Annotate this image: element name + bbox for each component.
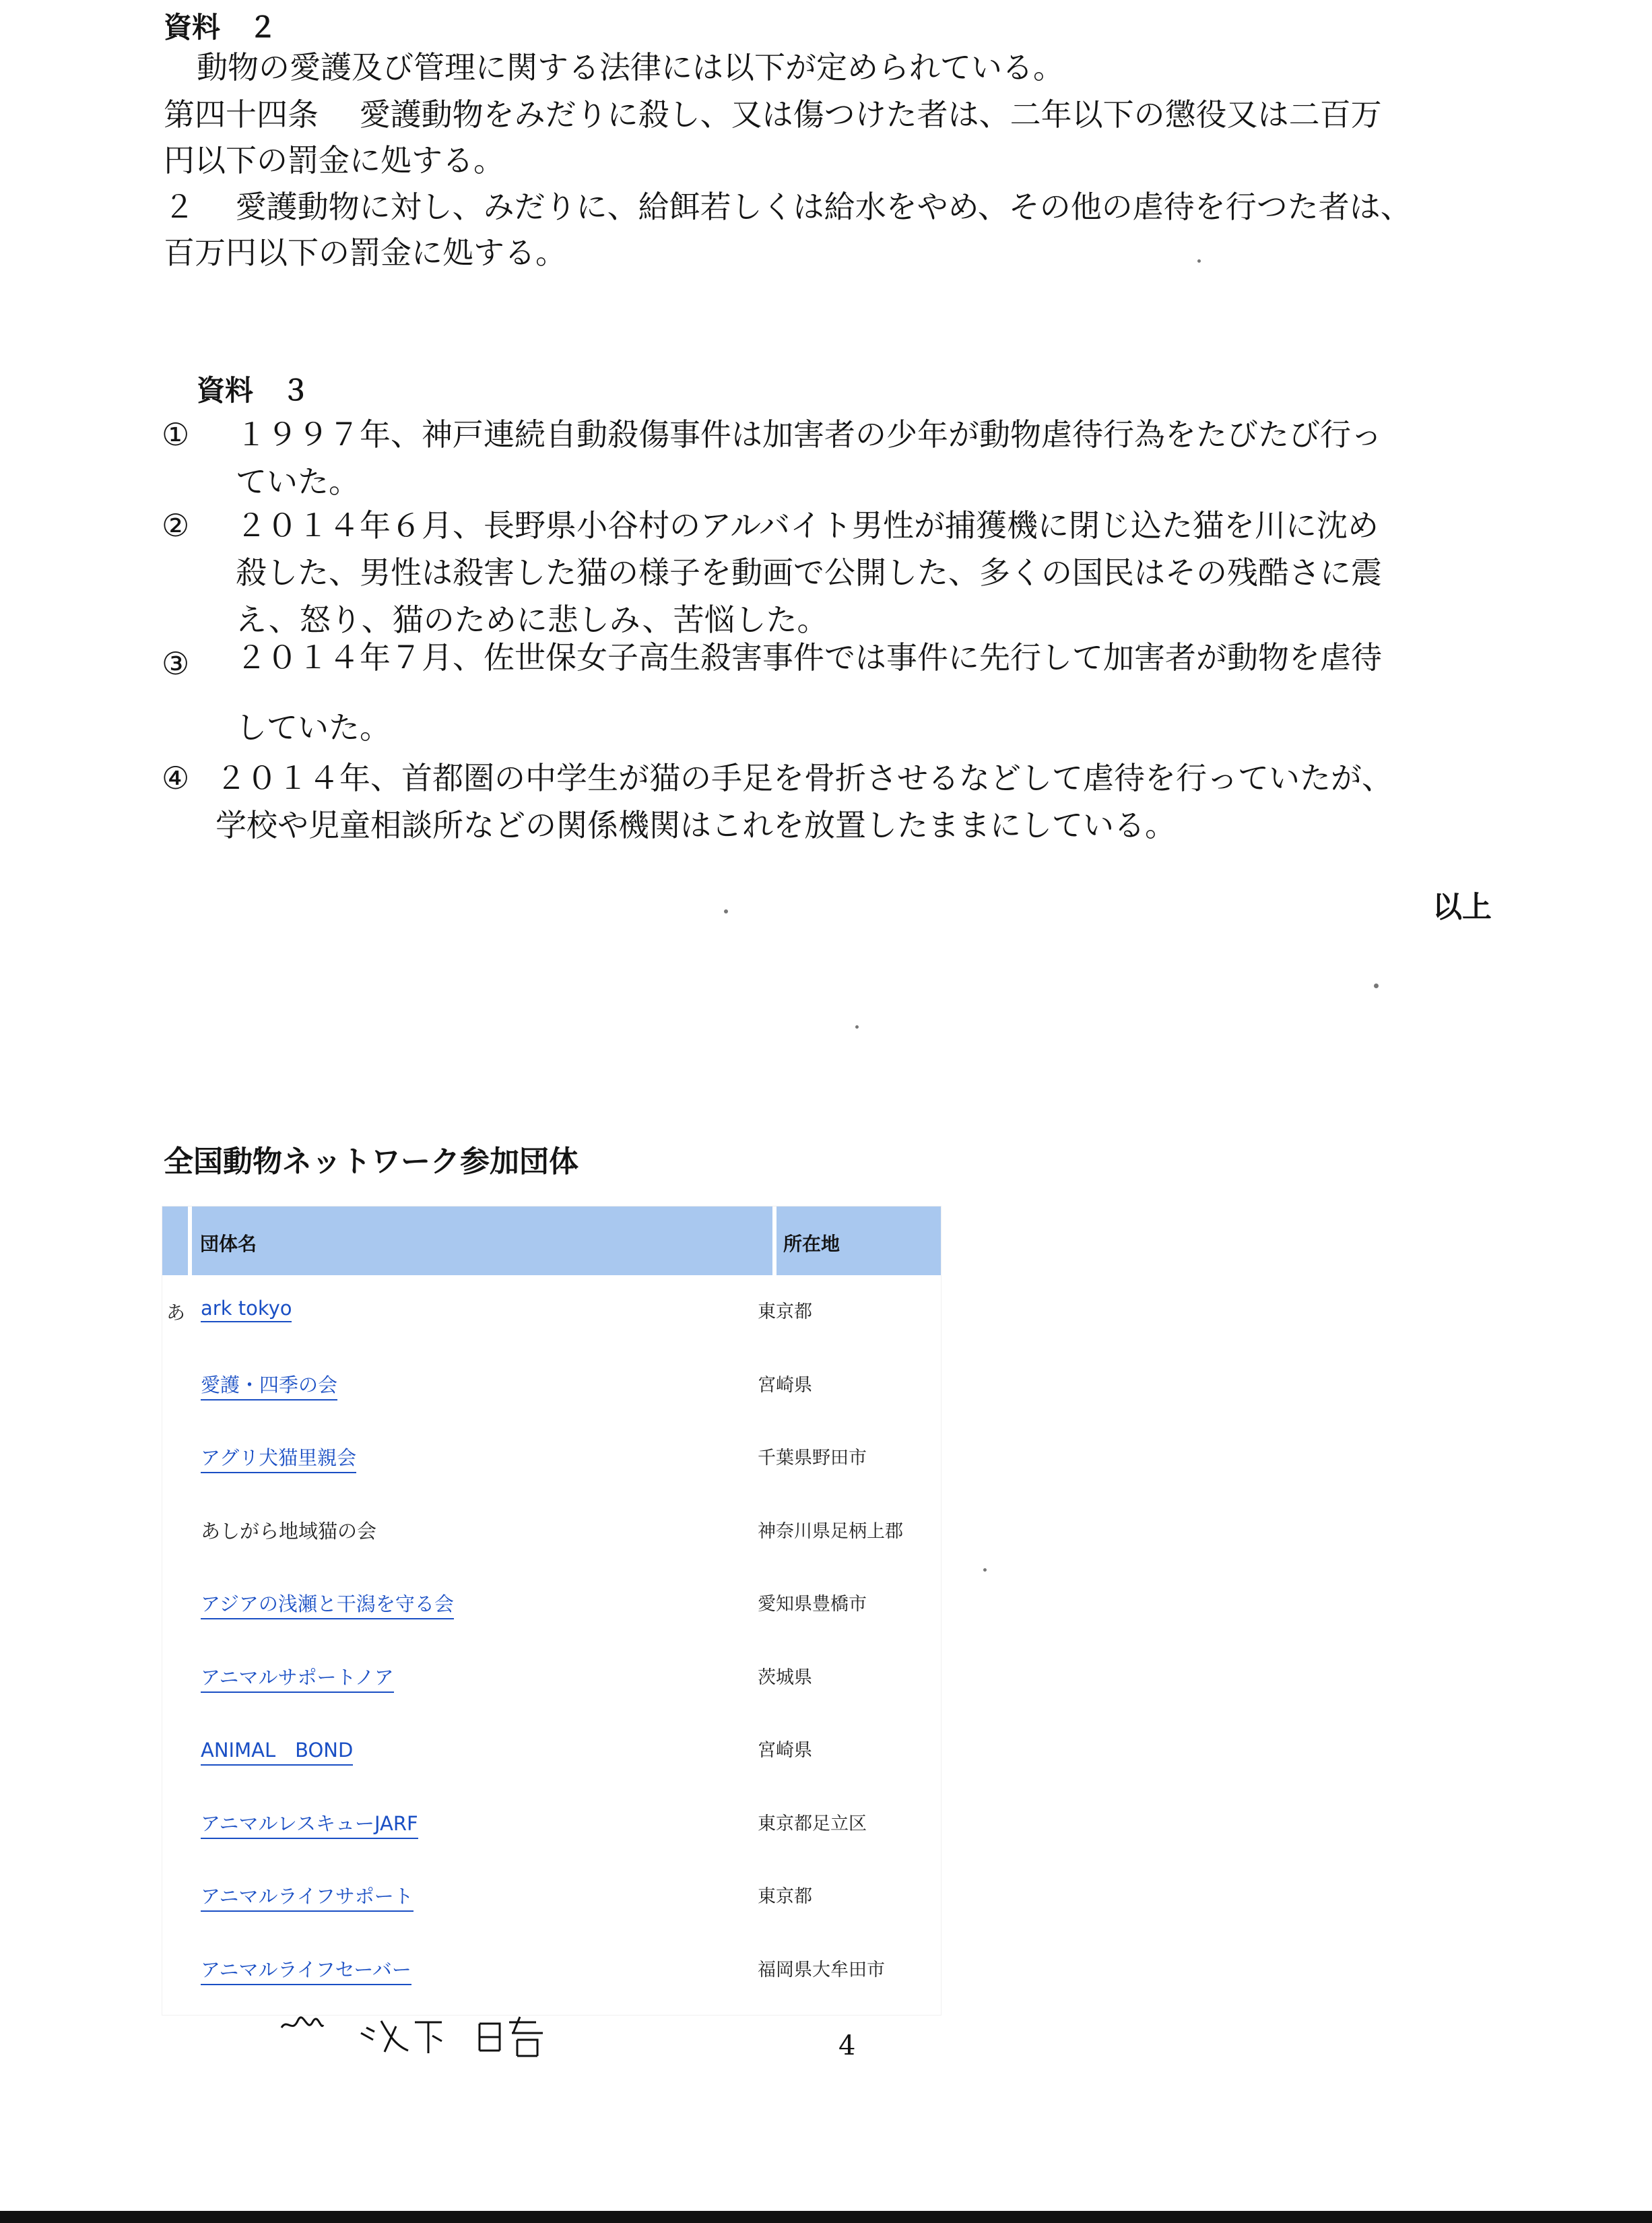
org-table [162, 1206, 941, 2016]
material2-line: 動物の愛護及び管理に関する法律には以下が定められている。 [197, 49, 1064, 86]
material2-line: 百万円以下の罰金に処する。 [164, 234, 566, 271]
material2-line: ２ 愛護動物に対し、みだりに、給餌若しくは給水をやめ、その他の虐待を行つた者は、 [164, 189, 1412, 225]
table-row [162, 1425, 941, 1498]
org-location: 東京都 [758, 1886, 812, 1907]
org-location: 宮崎県 [758, 1740, 812, 1761]
table-row [162, 1572, 941, 1644]
org-name-link[interactable]: アニマルレスキューJARF [201, 1809, 418, 1839]
scan-speck [983, 1568, 987, 1572]
table-row [162, 1718, 941, 1791]
table-row [162, 1864, 941, 1937]
scan-speck [1374, 984, 1379, 988]
org-name: あしがら地域猫の会 [201, 1519, 377, 1543]
item-text: １９９７年、神戸連続自動殺傷事件は加害者の少年が動物虐待行為をたびたび行っ ていた。 [236, 416, 1382, 500]
scan-edge [0, 2211, 1652, 2223]
org-name-link[interactable]: アニマルライフサポート [201, 1881, 414, 1912]
item-number: ④ [162, 760, 190, 796]
org-name-link[interactable]: ark tokyo [201, 1297, 292, 1322]
org-name-link[interactable]: アニマルサポートノア [201, 1663, 394, 1693]
org-location: 福岡県大牟田市 [758, 1959, 885, 1980]
table-header [162, 1206, 941, 1275]
org-location: 東京都 [758, 1301, 812, 1322]
scan-speck [1197, 259, 1201, 263]
page-number: 4 [838, 2030, 856, 2061]
org-location: 東京都足立区 [758, 1813, 867, 1834]
item-text: ２０１４年６月、長野県小谷村のアルバイト男性が捕獲機に閉じ込た猫を川に沈め 殺した、男性は殺害した猫の様子を動画で公開した、多くの国民はその残酷さに震 え、怒り、猫のために悲しみ、苦悩した。 [236, 507, 1382, 638]
org-location: 神奈川県足柄上郡 [758, 1520, 903, 1542]
scan-speck [855, 1025, 859, 1029]
table-title: 全国動物ネットワーク参加団体 [164, 1145, 579, 1179]
org-location: 茨城県 [758, 1667, 812, 1688]
table-row [162, 1279, 941, 1352]
org-name-link[interactable]: アジアの浅瀬と干潟を守る会 [201, 1589, 454, 1619]
kana-index-label: あ [166, 1301, 186, 1324]
header-cell-name [192, 1206, 772, 1275]
table-row [162, 1937, 941, 2010]
scan-speck [724, 909, 728, 913]
material2-line: 第四十四条 愛護動物をみだりに殺し、又は傷つけた者は、二年以下の懲役又は二百万 [164, 96, 1382, 133]
org-location: 宮崎県 [758, 1374, 812, 1396]
org-name-link[interactable]: 愛護・四季の会 [201, 1370, 337, 1400]
header-location-label: 所在地 [783, 1233, 840, 1255]
org-name-link[interactable]: アグリ犬猫里親会 [201, 1443, 356, 1473]
header-cell-location [777, 1206, 941, 1275]
org-location: 愛知県豊橋市 [758, 1594, 867, 1615]
org-location: 千葉県野田市 [758, 1448, 867, 1469]
table-row [162, 1645, 941, 1718]
material3-heading: 資料 ３ [197, 374, 310, 407]
item-number: ① [162, 416, 190, 453]
handwritten-note [280, 2013, 563, 2060]
header-name-label: 団体名 [200, 1233, 257, 1255]
table-row [162, 1791, 941, 1864]
org-name-link[interactable]: ANIMAL BOND [201, 1735, 353, 1766]
item-text: ２０１４年、首都圏の中学生が猫の手足を骨折させるなどして虐待を行っていたが、 学校や児童相談所などの関係機関はこれを放置したままにしている。 [216, 760, 1393, 843]
signoff: 以上 [1432, 890, 1492, 924]
item-text: ２０１４年７月、佐世保女子高生殺害事件では事件に先行して加害者が動物を虐待 していた。 [236, 639, 1382, 746]
org-name-link[interactable]: アニマルライフセーバー [201, 1955, 411, 1985]
header-cell-blank [162, 1206, 188, 1275]
table-row [162, 1353, 941, 1425]
table-row [162, 1499, 941, 1572]
item-number: ③ [162, 645, 190, 682]
item-number: ② [162, 507, 190, 544]
material2-heading: 資料 ２ [164, 11, 277, 44]
material2-line: 円以下の罰金に処する。 [164, 142, 504, 179]
